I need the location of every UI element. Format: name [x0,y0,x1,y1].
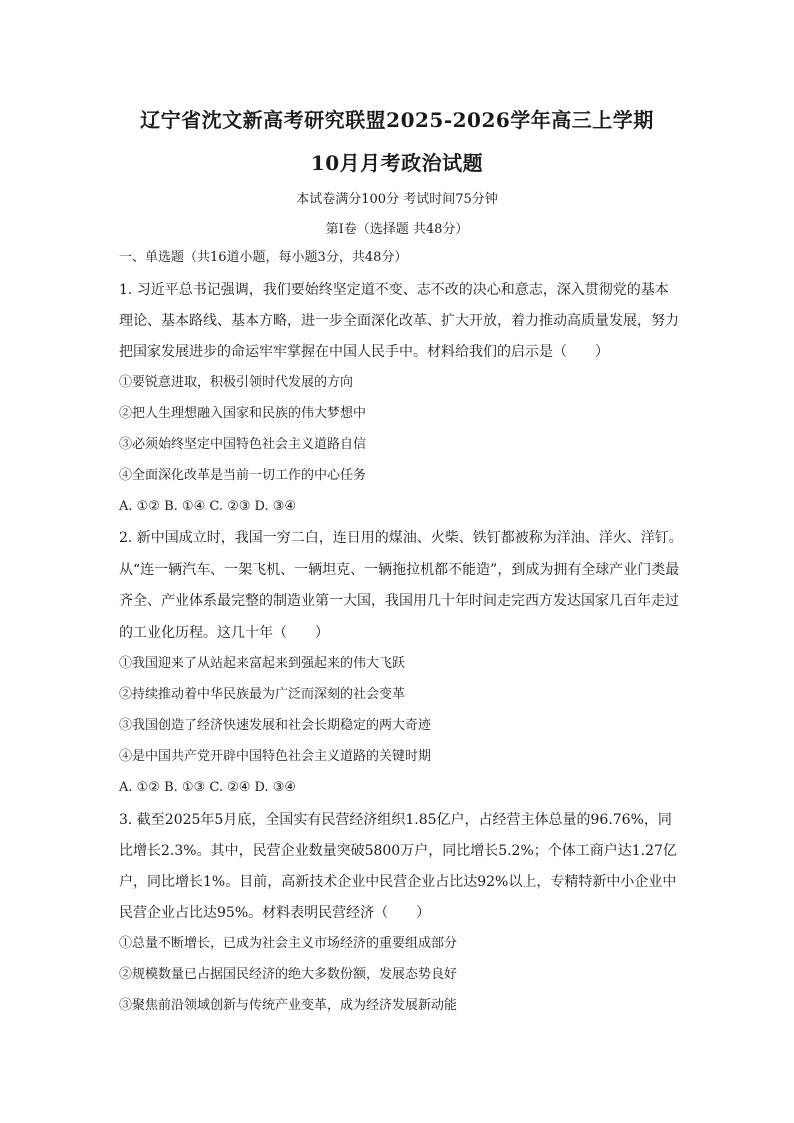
question-3-line-3: 户，同比增长1%。目前，高新技术企业中民营企业占比达92%以上，专精特新中小企业中 [119,874,677,890]
question-2-line-4: 的工业化历程。这几十年（ ） [119,625,329,641]
question-2-statement-2: ②持续推动着中华民族最为广泛而深刻的社会变革 [119,687,406,702]
volume-label: 第I卷（选择题 共48分） [325,222,469,237]
question-3-line-1: 3. 截至2025年5月底，全国实有民营经济组织1.85亿户，占经营主体总量的96.76%，同 [119,812,672,828]
question-3-line-2: 比增长2.3%。其中，民营企业数量突破5800万户，同比增长5.2%；个体工商户达1.27亿 [119,843,677,859]
question-3-line-4: 民营企业占比达95%。材料表明民营经济（ ） [119,905,431,921]
question-1-statement-2: ②把人生理想融入国家和民族的伟大梦想中 [119,406,367,421]
question-2-statement-1: ①我国迎来了从站起来富起来到强起来的伟大飞跃 [119,656,406,671]
question-3-statement-2: ②规模数量已占据国民经济的绝大多数份额，发展态势良好 [119,967,458,982]
question-1-options: A. ①② B. ①④ C. ②③ D. ③④ [119,499,297,514]
question-1-statement-3: ③必须始终坚定中国特色社会主义道路自信 [119,437,367,452]
question-2-statement-3: ③我国创造了经济快速发展和社会长期稳定的两大奇迹 [119,718,432,733]
question-2-statement-4: ④是中国共产党开辟中国特色社会主义道路的关键时期 [119,749,432,764]
question-1-line-2: 理论、基本路线、基本方略，进一步全面深化改革、扩大开放，着力推动高质量发展，努力 [119,313,679,329]
question-1-line-3: 把国家发展进步的命运牢牢掌握在中国人民手中。材料给我们的启示是（ ） [119,344,609,360]
question-2-line-1: 2. 新中国成立时，我国一穷二白，连日用的煤油、火柴、铁钉都被称为洋油、洋火、洋钉。 [119,530,683,546]
exam-title-line1: 辽宁省沈文新高考研究联盟2025-2026学年高三上学期 [140,108,654,132]
exam-info: 本试卷满分100分 考试时间75分钟 [296,192,498,207]
question-3-statement-3: ③聚焦前沿领域创新与传统产业变革，成为经济发展新动能 [119,998,458,1013]
question-2-options: A. ①② B. ①③ C. ②④ D. ③④ [119,780,297,795]
section-heading: 一、单选题（共16道小题，每小题3分，共48分） [119,250,408,265]
question-1-statement-1: ①要锐意进取，积极引领时代发展的方向 [119,375,354,390]
question-1-statement-4: ④全面深化改革是当前一切工作的中心任务 [119,468,367,483]
question-1-line-1: 1. 习近平总书记强调，我们要始终坚定道不变、志不改的决心和意志，深入贯彻党的基本 [119,282,669,298]
question-2-line-3: 齐全、产业体系最完整的制造业第一大国，我国用几十年时间走完西方发达国家几百年走过 [119,593,679,609]
question-2-line-2: 从“连一辆汽车、一架飞机、一辆坦克、一辆拖拉机都不能造”，到成为拥有全球产业门类最 [119,562,680,578]
question-3-statement-1: ①总量不断增长，已成为社会主义市场经济的重要组成部分 [119,936,458,951]
exam-title-line2: 10月月考政治试题 [310,151,484,175]
